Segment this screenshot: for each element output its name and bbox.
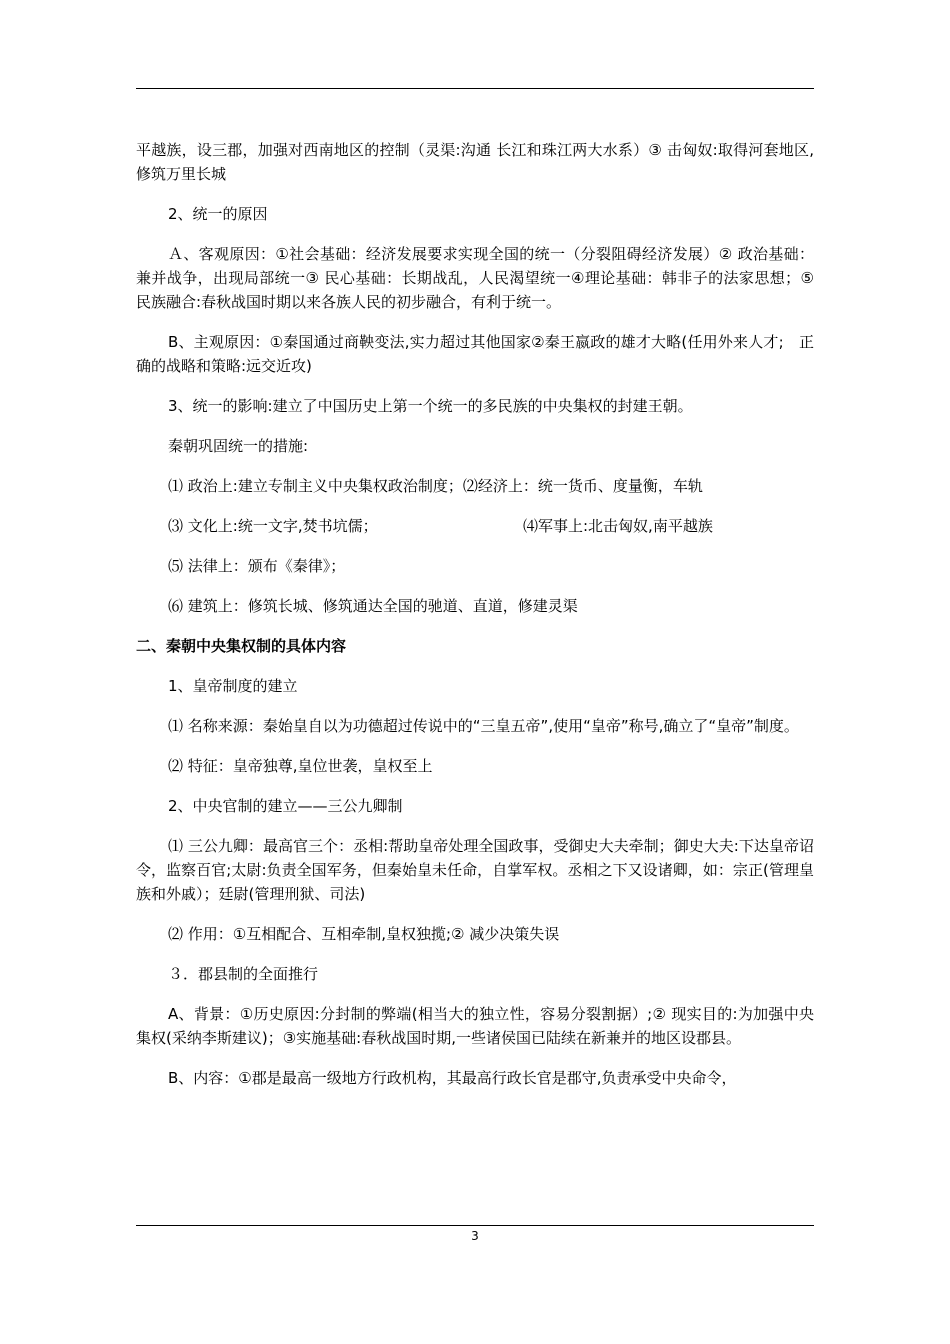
- list-item: ⑴ 政治上:建立专制主义中央集权政治制度；⑵经济上：统一货币、度量衡，车轨: [168, 477, 703, 495]
- section-heading: 二、秦朝中央集权制的具体内容: [136, 637, 347, 655]
- header-rule: [136, 88, 814, 89]
- paragraph: ⑴ 三公九卿：最高官三个：丞相:帮助皇帝处理全国政事，受御史大夫牵制；御史大夫:下达皇帝诏令，监察百官;太尉:负责全国军务，但秦始皇未任命，自掌军权。丞相之下又设诸卿，如：宗正(管理皇族和外戚）；廷尉(管理刑狱、司法): [136, 837, 814, 903]
- paragraph: A、背景：①历史原因:分封制的弊端(相当大的独立性，容易分裂割据）;② 现实目的:为加强中央集权(采纳李斯建议)；③实施基础:春秋战国时期,一些诸侯国已陆续在新兼并的地区设郡县。: [136, 1005, 814, 1047]
- paragraph: 平越族，设三郡，加强对西南地区的控制（灵渠:沟通 长江和珠江两大水系）③ 击匈奴:取得河套地区,修筑万里长城: [136, 141, 814, 183]
- list-item: ⑹ 建筑上：修筑长城、修筑通达全国的驰道、直道，修建灵渠: [168, 597, 578, 615]
- list-item: ⑶ 文化上:统一文字,焚书坑儒；: [168, 517, 378, 535]
- paragraph: B、主观原因：①秦国通过商鞅变法,实力超过其他国家②秦王嬴政的雄才大略(任用外来人才; 正确的战略和策略:远交近攻): [136, 333, 814, 375]
- paragraph: B、内容：①郡是最高一级地方行政机构，其最高行政长官是郡守,负责承受中央命令，: [168, 1069, 737, 1087]
- section-subheading: 1、皇帝制度的建立: [168, 677, 298, 695]
- section-subheading: 2、中央官制的建立——三公九卿制: [168, 797, 403, 815]
- paragraph: ⑵ 特征：皇帝独尊,皇位世袭，皇权至上: [168, 757, 433, 775]
- document-body: [136, 138, 814, 1106]
- footer-rule: [136, 1225, 814, 1226]
- section-subheading: 2、统一的原因: [168, 205, 268, 223]
- paragraph: ⑵ 作用：①互相配合、互相牵制,皇权独揽;② 减少决策失误: [168, 925, 560, 943]
- paragraph: 3、统一的影响:建立了中国历史上第一个统一的多民族的中央集权的封建王朝。: [168, 397, 693, 415]
- paragraph: Ａ、客观原因：①社会基础：经济发展要求实现全国的统一（分裂阻碍经济发展）② 政治基础：兼并战争，出现局部统一③ 民心基础：长期战乱，人民渴望统一④理论基础：韩非子的法家思想；⑤ 民族融合:春秋战国时期以来各族人民的初步融合，有利于统一。: [136, 245, 814, 311]
- list-row: [136, 514, 814, 538]
- paragraph: ⑴ 名称来源：秦始皇自以为功德超过传说中的“三皇五帝”,使用“皇帝”称号,确立了“皇帝”制度。: [168, 717, 799, 735]
- section-subheading: ３．郡县制的全面推行: [168, 965, 319, 983]
- paragraph: 秦朝巩固统一的措施:: [168, 437, 309, 455]
- page-number: 3: [471, 1229, 479, 1243]
- list-item: ⑷军事上:北击匈奴,南平越族: [523, 517, 713, 535]
- list-item: ⑸ 法律上：颁布《秦律》；: [168, 557, 346, 575]
